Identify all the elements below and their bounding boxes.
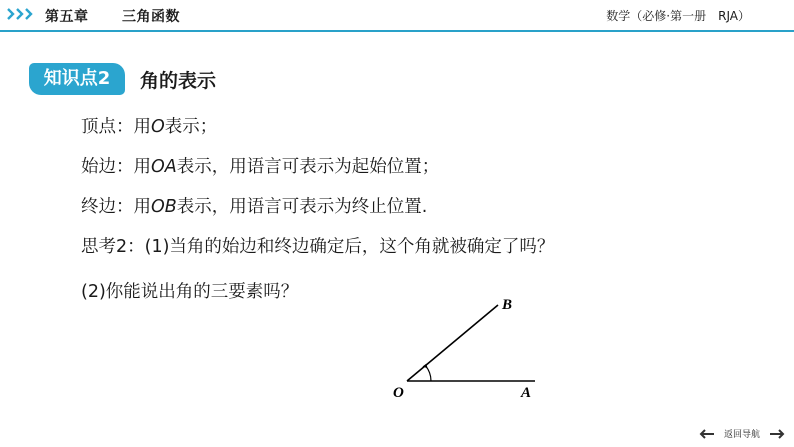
text-segment: 表示； [164,117,218,137]
label-o: O [393,385,404,401]
chapter-title: 三角函数 [122,9,180,25]
math-var: OB [151,197,177,217]
ray-ob [407,305,498,381]
text-line-terminal-side [81,193,427,218]
angle-figure [385,290,560,405]
angle-arc-icon [425,366,431,381]
text-line-initial-side [81,153,439,178]
arrow-right-icon[interactable] [768,428,786,440]
text-line-vertex [81,113,217,138]
chapter-label: 第五章 [45,9,89,25]
chevrons-icon [7,8,34,20]
back-to-nav-link[interactable]: 返回导航 [723,430,760,440]
text-segment: 表示，用语言可表示为起始位置； [176,157,440,177]
book-label: 数学（必修·第一册 RJA） [606,9,750,23]
text-segment: 顶点：用 [81,117,151,137]
header-bar [0,0,794,30]
text-line-question-1: 思考2：(1)当角的始边和终边确定后，这个角就被确定了吗？ [81,237,555,257]
math-var: O [151,117,165,137]
arrow-left-icon[interactable] [698,428,716,440]
header-divider [0,30,794,32]
text-segment: 始边：用 [81,157,151,177]
text-line-question-2: (2)你能说出角的三要素吗？ [81,282,299,302]
navigation-bar [698,427,786,440]
label-b: B [502,297,513,313]
label-a: A [521,385,532,401]
section-title: 角的表示 [140,70,217,92]
knowledge-point-badge: 知识点2 [29,63,125,95]
text-segment: 终边：用 [81,197,151,217]
text-segment: 表示，用语言可表示为终止位置. [176,197,428,217]
math-var: OA [151,157,177,177]
